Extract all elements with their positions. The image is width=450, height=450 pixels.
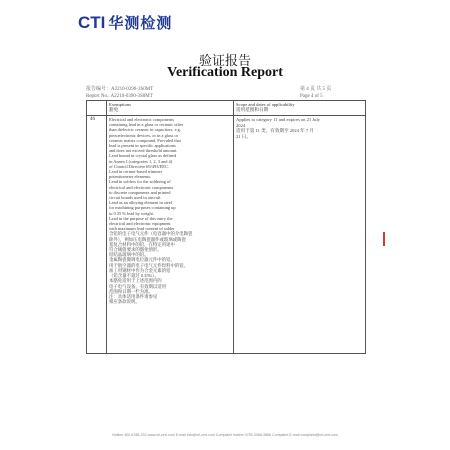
- page-number-cn: 第 4 页 共 5 页: [300, 87, 332, 92]
- exemption-text-line: Lead bound in crystal glass as defined: [109, 153, 177, 159]
- exemption-text-line: to discrete components and printed: [109, 189, 171, 195]
- exemption-text-line: 铅结晶玻璃中的铅。: [109, 252, 149, 258]
- exemption-text-line: 注：具体适用条件请参见: [109, 293, 158, 299]
- company-logo: [78, 12, 172, 33]
- exemption-text-line: to 0.35 % lead by weight.: [109, 210, 154, 216]
- exemption-text-line: electrical and electronic components: [109, 184, 174, 190]
- exemption-text-line: in Annex I (categories 1, 2, 3 and 4): [109, 158, 173, 164]
- logo-chinese-text: 华测检测: [108, 14, 173, 32]
- exemption-text-line: with maximum lead content of solder: [109, 226, 175, 232]
- scope-description: [236, 117, 364, 139]
- exemption-text-line: 电子电气设备，有效期以适用: [109, 283, 167, 289]
- column-header-exemptions-en: Exemptions: [109, 102, 131, 107]
- exemption-text-line: 范围和日期一栏为准。: [109, 288, 153, 294]
- table-header-divider: [87, 115, 365, 116]
- scope-text-line: 21 日。: [236, 133, 251, 139]
- exemption-text-line: containing lead in a glass or ceramic other: [109, 122, 184, 128]
- page-number-en: Page 4 of 5: [300, 94, 323, 99]
- exemption-text-line: Lead in solders for the soldering of: [109, 179, 171, 185]
- scope-text-line: 2024: [236, 122, 246, 128]
- exemption-text-line: circuit boards used in aircraft.: [109, 195, 162, 201]
- exemption-text-line: potentiometer elements.: [109, 174, 152, 180]
- exemption-text-line: 相应条款说明。: [109, 299, 140, 305]
- exemption-text-line: ceramic matrix compound. Provided that: [109, 137, 181, 143]
- logo-text: CTI: [78, 12, 106, 32]
- column-header-exemptions-cn: 豁免: [109, 107, 119, 113]
- page-footer: Hotline 400-6788-333 www.cti-cert.com E-mail info@cti-cert.com Complaint hotline 0755-3368-3666 Complaint E-mail complaint@cti-cert.com: [111, 433, 338, 437]
- column-header-scope-en: Scope and dates of applicability: [236, 102, 295, 107]
- margin-marker: [383, 232, 385, 246]
- exemption-text-line: 加工用钢材中作为合金元素的铅: [109, 267, 171, 273]
- exemption-text-line: 除外），例如压电陶瓷器件或玻璃或陶瓷: [109, 236, 186, 242]
- exemption-text-line: Lead in the purpose of this entry the: [109, 215, 173, 221]
- exemption-text-line: 本豁免适用于上述范围内的: [109, 278, 162, 284]
- exemption-text-line: of Council Directive 69/493/EEC.: [109, 163, 169, 169]
- exemption-text-line: for machining purposes containing up: [109, 205, 176, 211]
- exemption-text-line: Lead in cermet-based trimmer: [109, 169, 163, 175]
- exemption-text-line: 含铅的电子电气元件（电容器中的介电陶瓷: [109, 231, 193, 237]
- report-title-cn: 验证报告: [198, 53, 251, 68]
- scope-text-line: 适用于第 11 类，有效期至 2024 年 7 月: [236, 128, 314, 134]
- report-number-block: [86, 86, 153, 100]
- exemption-text-line: （铅含量不超过 0.35%）。: [109, 273, 159, 279]
- table-divider: [106, 101, 107, 353]
- column-header-scope-cn: 适用范围和日期: [236, 107, 269, 113]
- exemption-text-line: 金属陶瓷微调电位器元件中的铅。: [109, 257, 175, 263]
- exemption-text-line: 用于航空器的电子电气元件焊料中的铅。: [109, 262, 189, 268]
- exemption-text-line: Electrical and electronic components: [109, 117, 174, 122]
- exemption-description: [109, 117, 230, 304]
- column-header-exemptions: [109, 102, 229, 112]
- page-number-block: [300, 86, 331, 100]
- column-header-scope: [236, 102, 364, 112]
- report-number-en: Report No.: A2210-0390-3S0MT: [86, 94, 153, 99]
- table-divider: [233, 101, 234, 353]
- exemption-text-line: than dielectric ceramic in capacitors, e.g.: [109, 127, 181, 133]
- exemption-text-line: 基复合材料中的铅，在特定用途中: [109, 241, 175, 247]
- exemption-text-line: electrical and electronic equipment: [109, 221, 171, 227]
- exemption-text-line: 符合阈值要求的豁免情形。: [109, 247, 162, 253]
- exemption-table: [86, 100, 366, 354]
- exemption-text-line: and does not exceed threshold amount.: [109, 148, 178, 154]
- exemption-text-line: piezoelectronic devices, or in a glass or: [109, 132, 179, 138]
- exemption-text-line: lead is present in specific applications: [109, 143, 176, 149]
- exemption-text-line: Lead as an alloying element in steel: [109, 200, 172, 206]
- row-number: 46: [90, 117, 95, 122]
- report-number-cn: 报告编号：A2210-0390-3S0MT: [86, 87, 154, 92]
- report-title-en: Verification Report: [167, 65, 283, 80]
- scope-text-line: Applies to category 11 and expires on 21 July: [236, 117, 321, 122]
